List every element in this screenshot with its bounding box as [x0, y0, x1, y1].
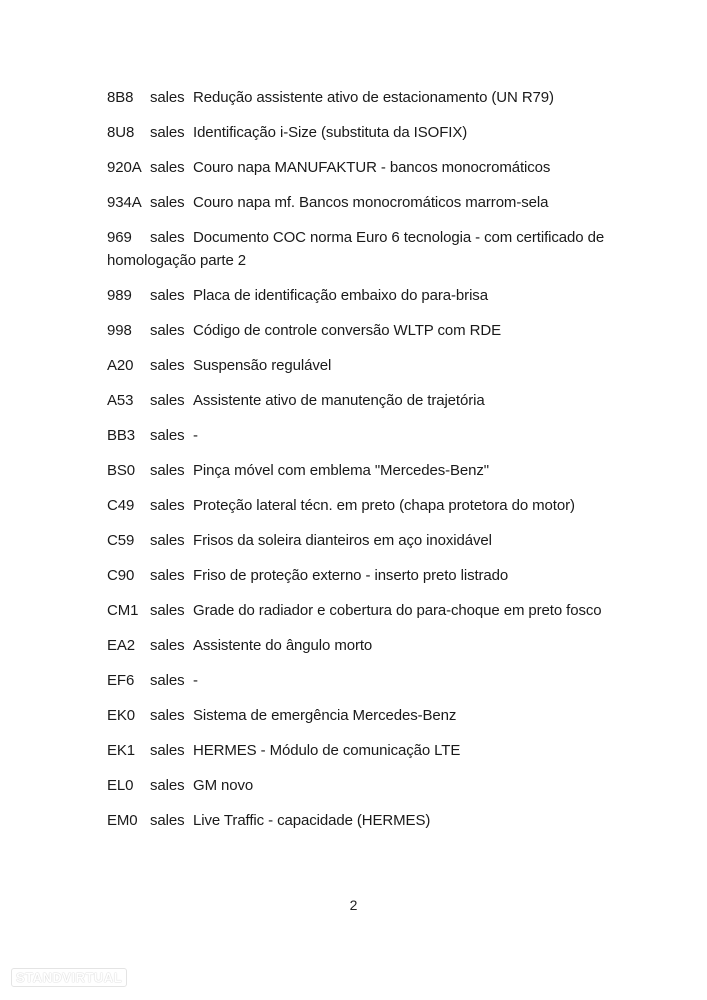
option-source: sales [150, 89, 185, 106]
option-code: 920A [107, 159, 142, 176]
option-description: GM novo [193, 777, 254, 794]
list-item [107, 459, 607, 482]
option-source: sales [150, 637, 185, 654]
option-code: C59 [107, 532, 135, 549]
list-item [107, 86, 607, 109]
option-description: Placa de identificação embaixo do para-brisa [193, 287, 488, 304]
option-source: sales [150, 427, 185, 444]
option-code: BB3 [107, 427, 136, 444]
option-description: HERMES - Módulo de comunicação LTE [193, 742, 461, 759]
option-description: Suspensão regulável [193, 357, 332, 374]
option-code: EL0 [107, 777, 134, 794]
option-description: Friso de proteção externo - inserto preto listrado [193, 567, 509, 584]
list-item [107, 529, 607, 552]
list-item [107, 774, 607, 797]
option-code: EK0 [107, 707, 136, 724]
list-item [107, 809, 607, 832]
option-source: sales [150, 124, 185, 141]
option-description: - [193, 427, 198, 444]
option-code: 989 [107, 287, 132, 304]
option-code: 8U8 [107, 124, 135, 141]
option-description: Código de controle conversão WLTP com RDE [193, 322, 501, 339]
option-source: sales [150, 194, 185, 211]
option-code: EA2 [107, 637, 136, 654]
option-description: Grade do radiador e cobertura do para-choque em preto fosco [193, 602, 602, 619]
option-description: Documento COC norma Euro 6 tecnologia - com certificado de homologação parte 2 [107, 229, 605, 269]
list-item [107, 739, 607, 762]
list-item [107, 319, 607, 342]
option-description: Couro napa mf. Bancos monocromáticos marrom-sela [193, 194, 549, 211]
option-code: 969 [107, 229, 132, 246]
option-description: - [193, 672, 198, 689]
option-description: Sistema de emergência Mercedes-Benz [193, 707, 457, 724]
option-code: C49 [107, 497, 135, 514]
option-code: EF6 [107, 672, 135, 689]
list-item [107, 156, 607, 179]
option-code: 8B8 [107, 89, 134, 106]
option-code: CM1 [107, 602, 139, 619]
option-description: Redução assistente ativo de estacionamento (UN R79) [193, 89, 554, 106]
option-source: sales [150, 159, 185, 176]
option-source: sales [150, 812, 185, 829]
option-code-list [107, 86, 607, 844]
option-code: 998 [107, 322, 132, 339]
option-description: Identificação i-Size (substituta da ISOFIX) [193, 124, 468, 141]
watermark-logo: STANDVIRTUAL [11, 968, 127, 987]
option-code: A20 [107, 357, 134, 374]
option-description: Pinça móvel com emblema "Mercedes-Benz" [193, 462, 490, 479]
list-item [107, 226, 607, 272]
option-code: EK1 [107, 742, 136, 759]
option-source: sales [150, 602, 185, 619]
option-source: sales [150, 567, 185, 584]
option-description: Live Traffic - capacidade (HERMES) [193, 812, 431, 829]
option-source: sales [150, 532, 185, 549]
option-source: sales [150, 287, 185, 304]
option-description: Assistente ativo de manutenção de trajetória [193, 392, 485, 409]
list-item [107, 669, 607, 692]
list-item [107, 284, 607, 307]
option-source: sales [150, 497, 185, 514]
option-description: Proteção lateral técn. em preto (chapa protetora do motor) [193, 497, 575, 514]
option-source: sales [150, 229, 185, 246]
option-source: sales [150, 742, 185, 759]
option-description: Assistente do ângulo morto [193, 637, 373, 654]
option-code: EM0 [107, 812, 138, 829]
option-source: sales [150, 672, 185, 689]
option-code: C90 [107, 567, 135, 584]
option-code: BS0 [107, 462, 136, 479]
list-item [107, 191, 607, 214]
list-item [107, 704, 607, 727]
list-item [107, 599, 607, 622]
list-item [107, 564, 607, 587]
option-description: Couro napa MANUFAKTUR - bancos monocromáticos [193, 159, 551, 176]
list-item [107, 121, 607, 144]
option-source: sales [150, 707, 185, 724]
option-description: Frisos da soleira dianteiros em aço inoxidável [193, 532, 492, 549]
option-source: sales [150, 392, 185, 409]
option-source: sales [150, 322, 185, 339]
list-item [107, 354, 607, 377]
page-number: 2 [349, 897, 358, 913]
option-code: A53 [107, 392, 134, 409]
list-item [107, 424, 607, 447]
option-source: sales [150, 357, 185, 374]
option-source: sales [150, 462, 185, 479]
option-source: sales [150, 777, 185, 794]
list-item [107, 634, 607, 657]
option-code: 934A [107, 194, 142, 211]
list-item [107, 389, 607, 412]
list-item [107, 494, 607, 517]
